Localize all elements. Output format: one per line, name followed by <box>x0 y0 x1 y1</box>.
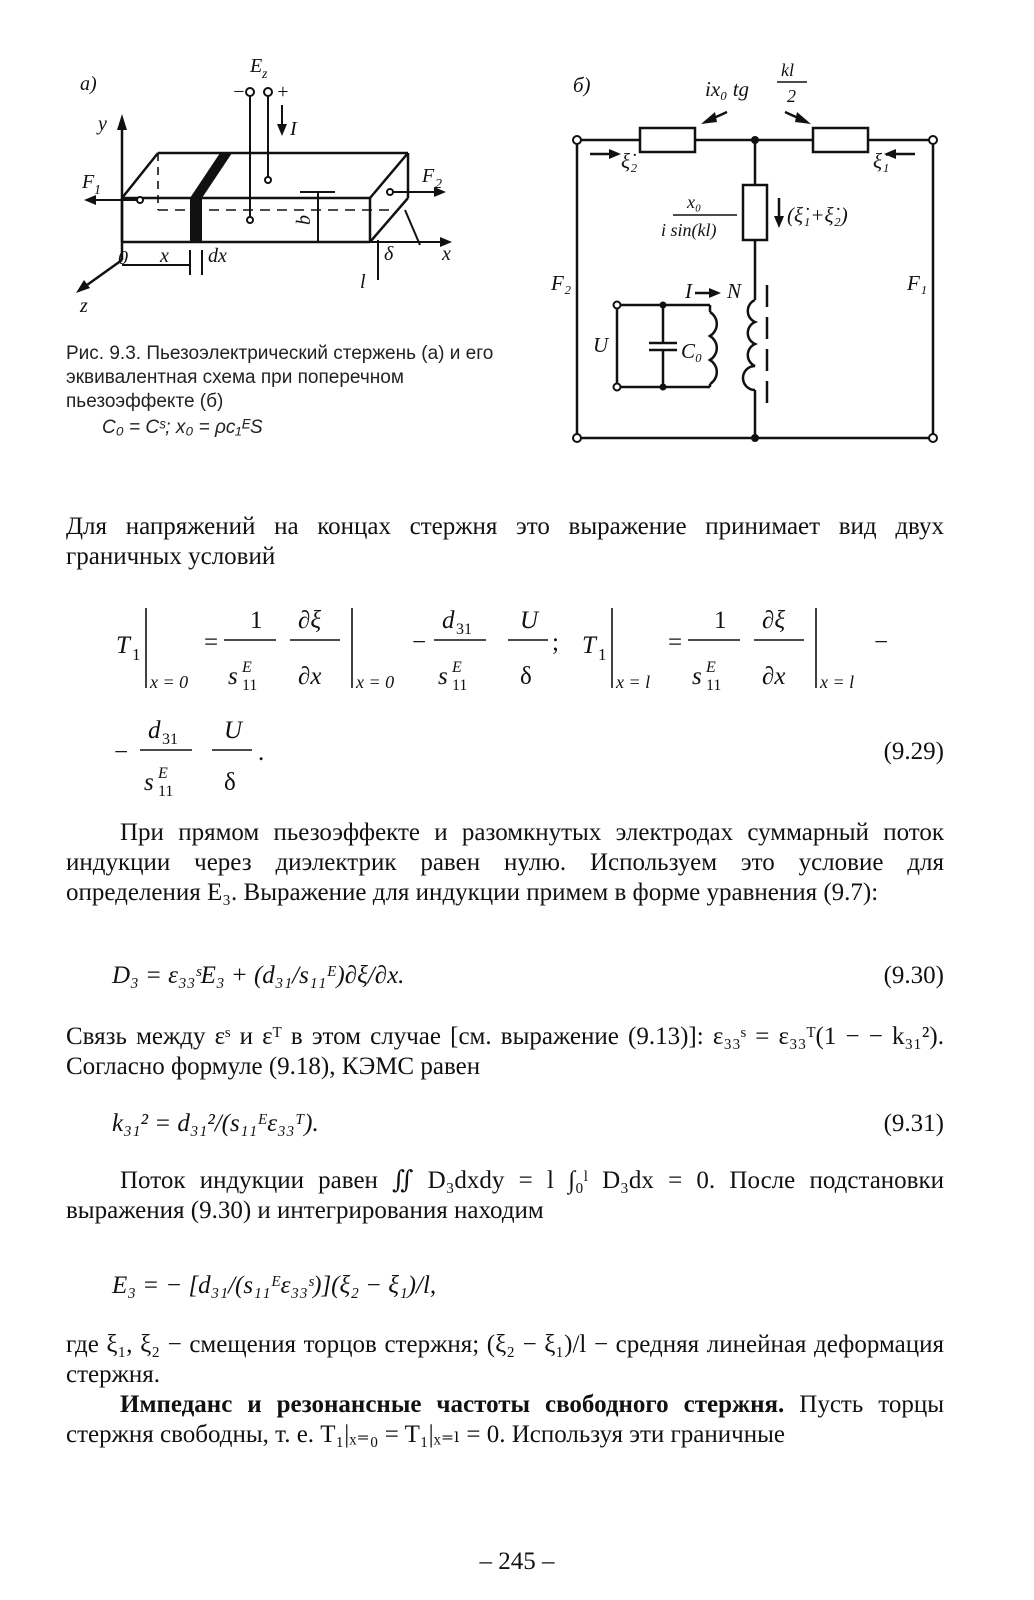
eq-minus-c: − <box>114 739 129 766</box>
plus-terminal: + <box>276 81 290 103</box>
l-mark: l <box>360 271 366 293</box>
eq-s11-a: 11 <box>242 677 258 694</box>
voltage-label: U <box>593 333 609 357</box>
f2-sub: 2 <box>435 177 442 192</box>
eq-s11-b: 11 <box>452 677 468 694</box>
paragraph-1: Для напряжений на концах стержня это выражение принимает вид двух граничных условий <box>66 513 944 570</box>
eq-minus-a: − <box>412 629 427 656</box>
eq-9-29-number: (9.29) <box>883 738 944 765</box>
xi1-label: ξ̇₁ <box>873 149 890 173</box>
origin-label: 0 <box>118 247 128 269</box>
shunt-impedance <box>743 185 767 240</box>
dx-mark: dx <box>208 245 227 267</box>
transformer-coil <box>743 300 755 390</box>
eq-dxi-a: ∂ξ <box>298 607 322 634</box>
eq-sE-a: E <box>242 659 252 676</box>
x-axis-label: x <box>442 243 451 265</box>
eq-sE-c: E <box>706 659 716 676</box>
eq-s-a: s <box>228 663 238 690</box>
slice-dx <box>190 153 232 198</box>
eq-dot: . <box>258 739 265 766</box>
delta-mark: δ <box>384 243 394 265</box>
paragraph-5: где ξ₁, ξ₂ − смещения торцов стержня; (ξ₂ − ξ₁)/l − средняя линейная деформация стержня. <box>66 1331 944 1388</box>
eq-delta-b: δ <box>224 769 236 796</box>
shunt-den: i sin(kl) <box>661 220 717 240</box>
equation-9-30: D₃ = ε₃₃ˢE₃ + (d₃₁/s₁₁ᴱ)∂ξ/∂x. <box>112 962 405 989</box>
eq-num-one-a: 1 <box>250 607 263 634</box>
series-impedance-right <box>813 128 868 152</box>
eq-d31-a: d <box>442 607 455 634</box>
eq-sE-d: E <box>158 765 168 782</box>
fig-a-label: а) <box>80 73 97 95</box>
eq-9-31-number: (9.31) <box>883 1110 944 1137</box>
eq-dx-b: ∂x <box>762 663 786 690</box>
equation-e3: E₃ = − [d₃₁/(s₁₁ᴱε₃₃ˢ)](ξ₂ − ξ₁)/l, <box>112 1272 437 1299</box>
equation-9-31: k₃₁² = d₃₁²/(s₁₁ᴱε₃₃ᵀ). <box>112 1110 319 1137</box>
section-heading: Импеданс и резонансные частоты свободного стержня. <box>120 1391 785 1418</box>
eq-U-b: U <box>224 717 243 744</box>
ez-label: E <box>250 55 263 77</box>
eq-sub-xl-b: x = l <box>820 672 855 692</box>
page-number: – 245 – <box>479 1548 555 1575</box>
eq-equals-a: = <box>204 629 219 656</box>
paragraph-2: При прямом пьезоэффекте и разомкнутых электродах суммарный поток индукции через диэлектрик равен нулю. Используем это условие для определения E₃. Выражение для индукции примем в форме уравнения (9.7): <box>66 819 944 906</box>
ez-sub: z <box>262 67 268 82</box>
eq-dx-a: ∂x <box>298 663 322 690</box>
eq-s-b: s <box>438 663 448 690</box>
cap-label: C₀ <box>681 339 703 363</box>
eq-semicolon: ; <box>552 629 559 656</box>
xi2-label: ξ̇₂ <box>621 149 638 173</box>
paragraph-3: Связь между εˢ и εᵀ в этом случае [см. выражение (9.13)]: ε₃₃ˢ = ε₃₃ᵀ(1 − − k₃₁²). Согласно формуле (9.18), КЭМС равен <box>66 1023 944 1080</box>
top-impedance-label: ix₀ tg <box>705 77 750 101</box>
eq-s11-d: 11 <box>158 783 174 798</box>
eq-sub-x0-a: x = 0 <box>150 672 189 692</box>
eq-t1-b: T <box>582 632 596 659</box>
f2-label: F₂ <box>551 271 572 295</box>
turns-label: N <box>727 279 742 303</box>
equation-9-29 <box>100 598 920 798</box>
f2-label: F <box>422 165 435 187</box>
current-label: I <box>685 279 692 303</box>
series-impedance-left <box>640 128 695 152</box>
f1-label: F <box>82 171 95 193</box>
shunt-num: x₀ <box>687 192 702 212</box>
x-mark: x <box>160 245 169 267</box>
eq-d31-b: d <box>148 717 161 744</box>
figure-a-piezo-bar <box>60 50 500 320</box>
eq-s11-c: 11 <box>706 677 722 694</box>
figure-b-equivalent-circuit <box>545 50 965 455</box>
eq-equals-b: = <box>668 629 683 656</box>
eq-t1-a: T <box>116 632 130 659</box>
top-frac-den: 2 <box>787 86 796 106</box>
eq-num-one-b: 1 <box>714 607 727 634</box>
eq-sE-b: E <box>452 659 462 676</box>
eq-d31-b-sub: 31 <box>162 731 178 748</box>
eq-t1-b-sub: 1 <box>598 645 607 664</box>
z-axis-label: z <box>80 295 88 317</box>
b-mark: b <box>293 215 315 225</box>
eq-delta-a: δ <box>520 663 532 690</box>
fig-b-label: б) <box>573 73 591 97</box>
eq-t1-a-sub: 1 <box>132 645 141 664</box>
eq-minus-b: − <box>874 629 889 656</box>
current-label: I <box>290 118 297 140</box>
eq-sub-x0-b: x = 0 <box>356 672 395 692</box>
minus-terminal: − <box>232 81 246 103</box>
paragraph-6 <box>66 1390 944 1450</box>
eq-sub-xl-a: x = l <box>616 672 651 692</box>
eq-s-d: s <box>144 769 154 796</box>
eq-9-30-number: (9.30) <box>883 962 944 989</box>
shunt-current: (ξ̇₁+ξ̇₂) <box>787 203 848 227</box>
eq-s-c: s <box>692 663 702 690</box>
figure-caption <box>66 342 506 440</box>
f1-label: F₁ <box>907 271 928 295</box>
top-frac-num: kl <box>781 60 794 80</box>
paragraph-6-text: Пусть торцы стержня свободны, т. е. T₁|ₓ₌₀ = T₁|ₓ₌ₗ = 0. Используя эти граничные <box>66 1391 944 1448</box>
caption-text: Рис. 9.3. Пьезоэлектрический стержень (а) и его эквивалентная схема при поперечном пьезоэффекте (б) <box>66 343 494 412</box>
eq-U-a: U <box>520 607 539 634</box>
eq-dxi-b: ∂ξ <box>762 607 786 634</box>
y-axis-label: y <box>98 113 107 135</box>
caption-formula: C₀ = Cˢ; x₀ = ρc₁ᴱS <box>102 417 263 438</box>
f1-sub: 1 <box>94 183 101 198</box>
eq-d31-a-sub: 31 <box>456 621 472 638</box>
paragraph-4: Поток индукции равен ∬ D₃dxdy = l ∫₀ˡ D₃dx = 0. После подстановки выражения (9.30) и интегрирования находим <box>66 1167 944 1224</box>
